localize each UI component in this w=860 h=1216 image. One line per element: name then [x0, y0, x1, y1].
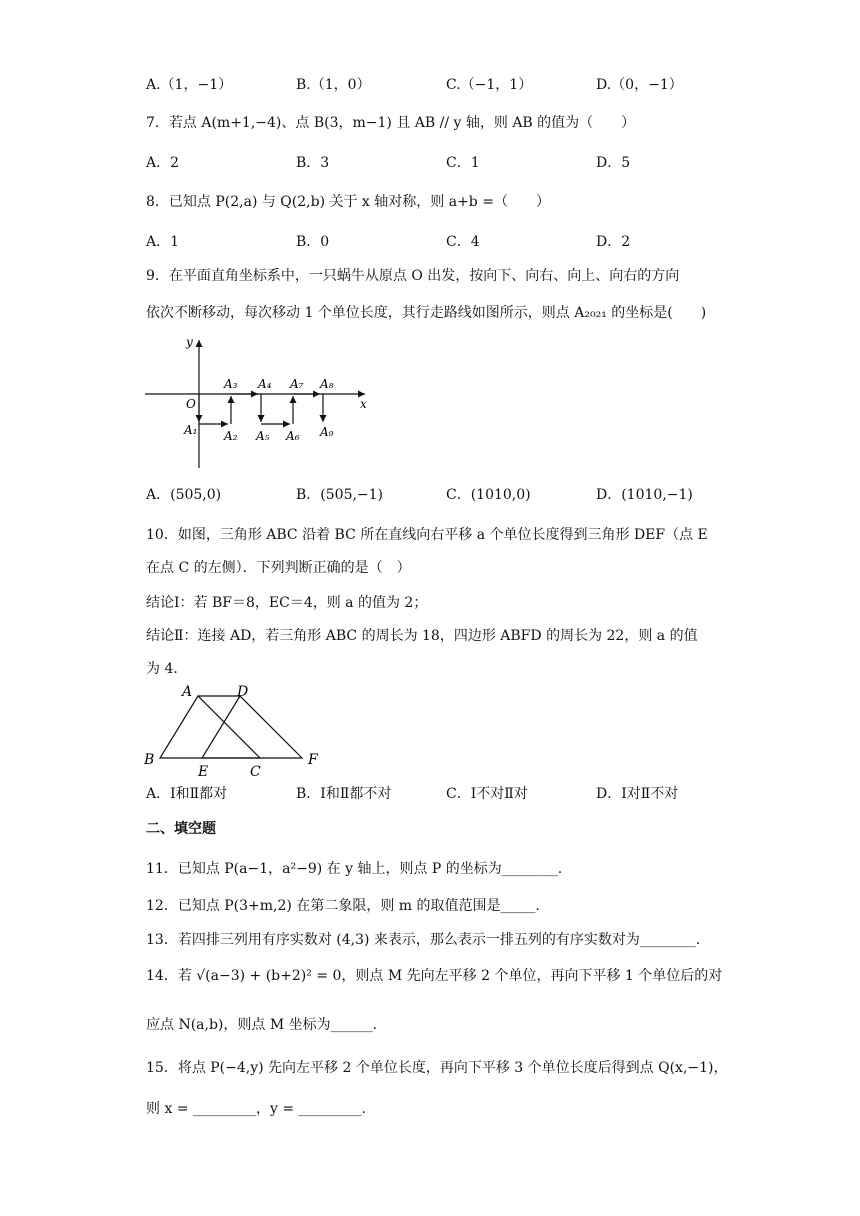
point-d-label: D — [237, 684, 249, 700]
q8-stem: 8．已知点 P(2,a) 与 Q(2,b) 关于 x 轴对称，则 a+b =（ ） — [146, 194, 550, 210]
section-title-fill-in: 二、填空题 — [146, 821, 216, 837]
q14-line1: 14．若 √(a−3) + (b+2)² = 0，则点 M 先向左平移 2 个单位，再向下平移 1 个单位后的对 — [146, 968, 723, 984]
q6-option-d: D.（0，−1） — [596, 77, 683, 93]
q12-text: 12．已知点 P(3+m,2) 在第二象限，则 m 的取值范围是_____. — [146, 898, 540, 914]
q10-option-a: A．Ⅰ和Ⅱ都对 — [146, 786, 228, 802]
q9-stem-line2: 依次不断移动，每次移动 1 个单位长度，其行走路线如图所示，则点 A₂₀₂₁ 的坐标是( ) — [146, 305, 707, 321]
q8-option-a: A．1 — [146, 234, 180, 250]
label-a9: A₉ — [320, 425, 334, 439]
q8-option-d: D．2 — [596, 234, 631, 250]
q7-option-c: C．1 — [446, 155, 480, 171]
q9-snail-path-figure — [140, 330, 380, 470]
x-axis-label: x — [360, 397, 367, 411]
q14-line2: 应点 N(a,b)，则点 M 坐标为______. — [146, 1017, 378, 1033]
q13-text: 13．若四排三列用有序实数对 (4,3) 来表示，那么表示一排五列的有序实数对为________. — [146, 932, 701, 948]
label-a7: A₇ — [290, 377, 304, 391]
q11-text: 11．已知点 P(a−1，a²−9) 在 y 轴上，则点 P 的坐标为________. — [146, 861, 563, 877]
q7-option-b: B．3 — [296, 155, 330, 171]
label-a4: A₄ — [258, 377, 272, 391]
q8-option-b: B．0 — [296, 234, 330, 250]
label-a6: A₆ — [286, 429, 300, 443]
q7-option-a: A．2 — [146, 155, 180, 171]
label-a8: A₈ — [320, 377, 334, 391]
q6-option-a: A.（1，−1） — [146, 77, 233, 93]
q10-option-d: D．Ⅰ对Ⅱ不对 — [596, 786, 679, 802]
label-a1: A₁ — [184, 423, 198, 437]
origin-label: O — [186, 397, 196, 411]
q10-translation-figure — [140, 680, 340, 780]
q8-option-c: C．4 — [446, 234, 480, 250]
q7-option-d: D．5 — [596, 155, 631, 171]
q10-stem-line2: 在点 C 的左侧）．下列判断正确的是（ ） — [146, 560, 411, 576]
q9-stem-line1: 9．在平面直角坐标系中，一只蜗牛从原点 O 出发，按向下、向右、向上、向右的方向 — [146, 268, 680, 284]
label-a5: A₅ — [256, 429, 270, 443]
q10-conclusion-2-line1: 结论Ⅱ：连接 AD，若三角形 ABC 的周长为 18，四边形 ABFD 的周长为 22，则 a 的值 — [146, 628, 698, 644]
point-e-label: E — [198, 764, 209, 780]
q10-conclusion-1: 结论Ⅰ：若 BF＝8，EC＝4，则 a 的值为 2； — [146, 595, 428, 611]
q15-line2: 则 x = _________，y = _________. — [146, 1101, 366, 1117]
q9-option-b: B．(505,−1) — [296, 487, 384, 503]
q15-line1: 15．将点 P(−4,y) 先向左平移 2 个单位长度，再向下平移 3 个单位长度后得到点 Q(x,−1)， — [146, 1060, 728, 1076]
q6-option-c: C.（−1，1） — [446, 77, 533, 93]
q10-conclusion-2-line2: 为 4． — [146, 661, 188, 677]
q10-stem-line1: 10．如图，三角形 ABC 沿着 BC 所在直线向右平移 a 个单位长度得到三角形 DEF（点 E — [146, 527, 708, 543]
point-b-label: B — [144, 752, 155, 768]
y-axis-label: y — [186, 335, 193, 349]
q10-option-b: B．Ⅰ和Ⅱ都不对 — [296, 786, 392, 802]
point-a-label: A — [182, 684, 193, 700]
q9-option-c: C．(1010,0) — [446, 487, 531, 503]
label-a2: A₂ — [224, 429, 238, 443]
q9-option-a: A．(505,0) — [146, 487, 222, 503]
q7-stem: 7．若点 A(m+1,−4)、点 B(3，m−1) 且 AB // y 轴，则 AB 的值为（ ） — [146, 115, 636, 131]
q9-option-d: D．(1010,−1) — [596, 487, 693, 503]
point-c-label: C — [250, 764, 261, 780]
q6-option-b: B.（1，0） — [296, 77, 371, 93]
label-a3: A₃ — [224, 377, 238, 391]
q10-option-c: C．Ⅰ不对Ⅱ对 — [446, 786, 528, 802]
point-f-label: F — [308, 752, 318, 768]
